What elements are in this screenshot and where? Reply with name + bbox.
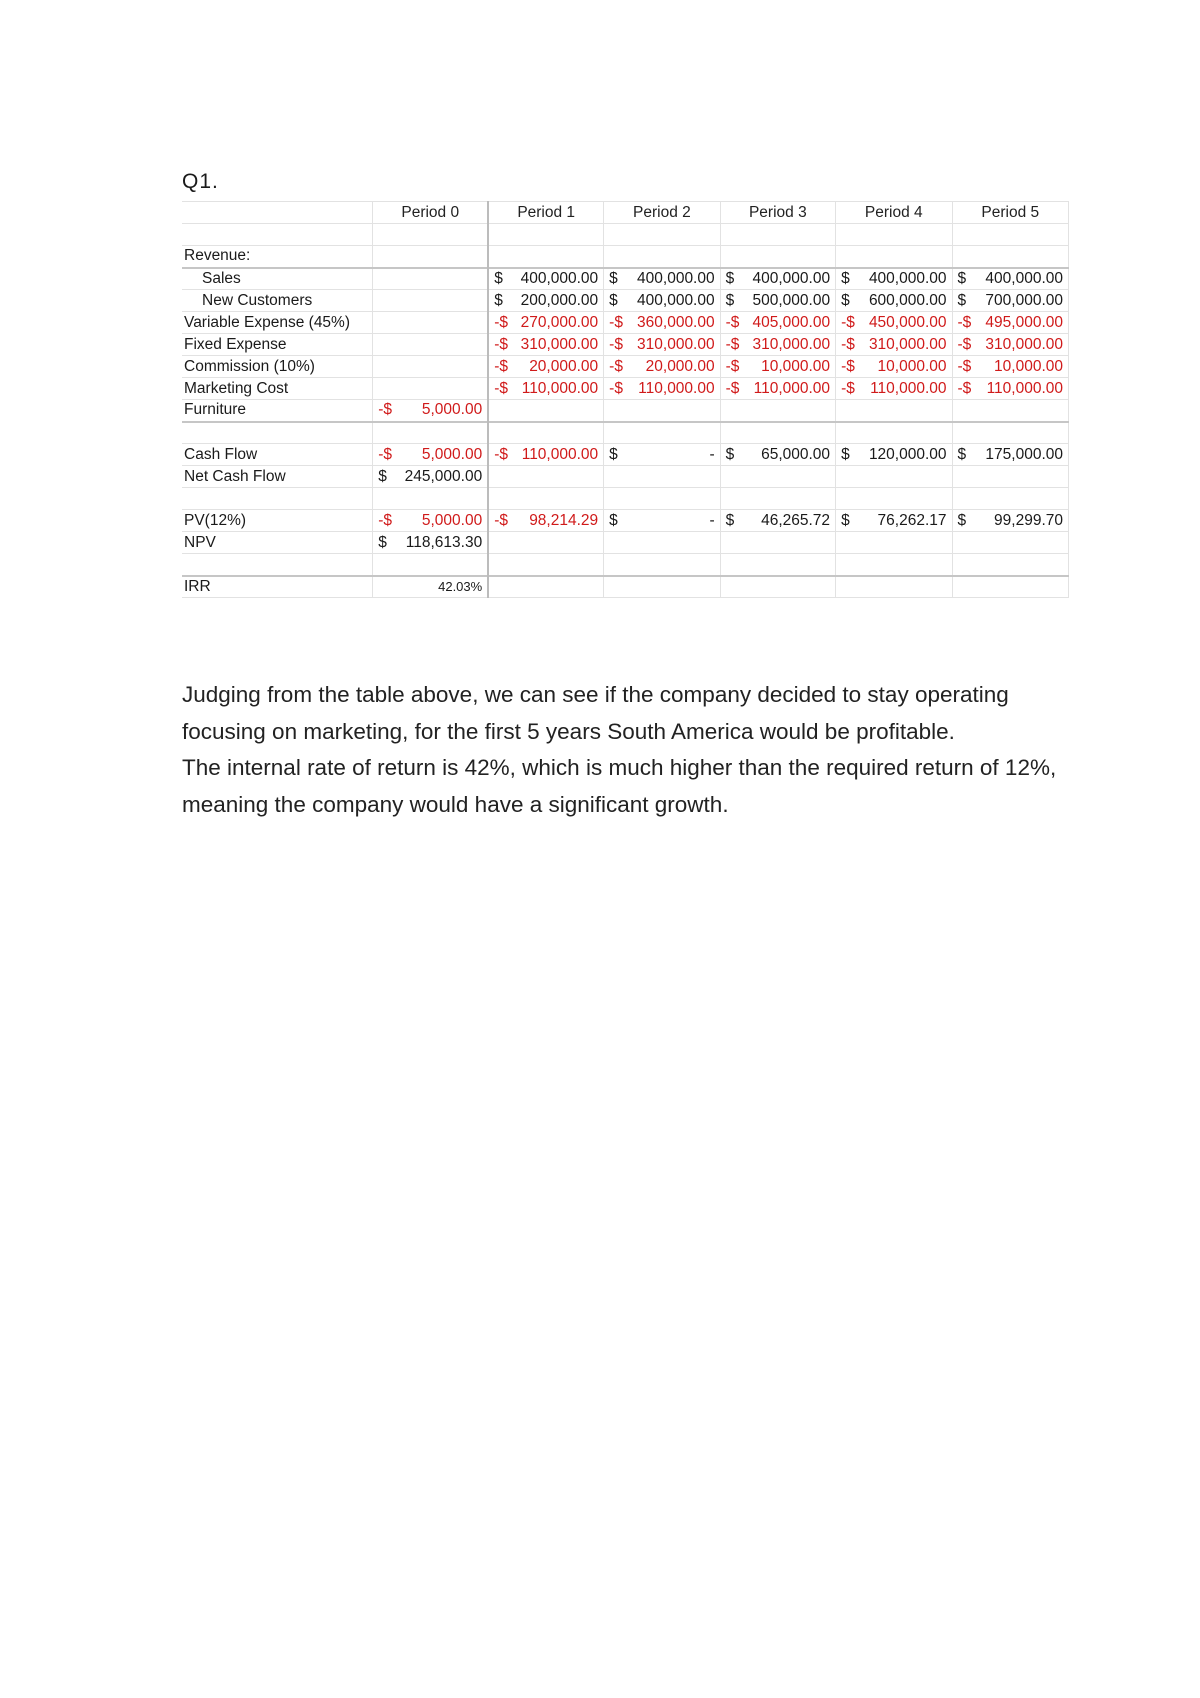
sales-p5: $ 400,000.00 bbox=[952, 268, 1068, 290]
cash-flow-p0: -$ 5,000.00 bbox=[373, 444, 488, 466]
period-4-header: Period 4 bbox=[836, 202, 952, 224]
pv-p1: -$ 98,214.29 bbox=[488, 510, 603, 532]
new-customers-p4: $ 600,000.00 bbox=[836, 290, 952, 312]
fixed-expense-row bbox=[182, 334, 1069, 356]
variable-expense-p3: -$ 405,000.00 bbox=[720, 312, 835, 334]
paragraph-1: Judging from the table above, we can see if the company decided to stay operating focusing on marketing, for the first 5 years South America would be profitable. bbox=[182, 682, 1009, 744]
row-label: NPV bbox=[182, 532, 373, 554]
row-label: PV(12%) bbox=[182, 510, 373, 532]
row-label: Fixed Expense bbox=[182, 334, 373, 356]
row-label: Furniture bbox=[182, 400, 373, 422]
period-0-header: Period 0 bbox=[373, 202, 488, 224]
marketing-cost-p3: -$ 110,000.00 bbox=[720, 378, 835, 400]
pv-p2: $ - bbox=[604, 510, 720, 532]
variable-expense-p1: -$ 270,000.00 bbox=[488, 312, 603, 334]
cash-flow-p2: $ - bbox=[604, 444, 720, 466]
furniture-row bbox=[182, 400, 1069, 422]
npv-row bbox=[182, 532, 1069, 554]
npv-p0: $ 118,613.30 bbox=[373, 532, 488, 554]
cash-flow-row bbox=[182, 444, 1069, 466]
sales-p3: $ 400,000.00 bbox=[720, 268, 835, 290]
spacer-row bbox=[182, 554, 1069, 576]
commission-p2: -$ 20,000.00 bbox=[604, 356, 720, 378]
marketing-cost-p5: -$ 110,000.00 bbox=[952, 378, 1068, 400]
sales-p4: $ 400,000.00 bbox=[836, 268, 952, 290]
commission-p4: -$ 10,000.00 bbox=[836, 356, 952, 378]
new-customers-p2: $ 400,000.00 bbox=[604, 290, 720, 312]
pv-p5: $ 99,299.70 bbox=[952, 510, 1068, 532]
commission-p5: -$ 10,000.00 bbox=[952, 356, 1068, 378]
commission-p3: -$ 10,000.00 bbox=[720, 356, 835, 378]
marketing-cost-p2: -$ 110,000.00 bbox=[604, 378, 720, 400]
cash-flow-p1: -$ 110,000.00 bbox=[488, 444, 603, 466]
fixed-expense-p4: -$ 310,000.00 bbox=[836, 334, 952, 356]
pv-p0: -$ 5,000.00 bbox=[373, 510, 488, 532]
row-label: Net Cash Flow bbox=[182, 466, 373, 488]
marketing-cost-p4: -$ 110,000.00 bbox=[836, 378, 952, 400]
pv-p4: $ 76,262.17 bbox=[836, 510, 952, 532]
furniture-p0: -$ 5,000.00 bbox=[373, 400, 488, 422]
spacer-row bbox=[182, 488, 1069, 510]
fixed-expense-p5: -$ 310,000.00 bbox=[952, 334, 1068, 356]
sales-p2: $ 400,000.00 bbox=[604, 268, 720, 290]
variable-expense-p5: -$ 495,000.00 bbox=[952, 312, 1068, 334]
row-label: Marketing Cost bbox=[182, 378, 373, 400]
fixed-expense-p3: -$ 310,000.00 bbox=[720, 334, 835, 356]
spacer-row bbox=[182, 422, 1069, 444]
header-row bbox=[182, 202, 1069, 224]
revenue-row bbox=[182, 246, 1069, 268]
header-blank bbox=[182, 202, 373, 224]
commission-row bbox=[182, 356, 1069, 378]
period-1-header: Period 1 bbox=[488, 202, 603, 224]
cash-flow-table bbox=[182, 201, 1069, 598]
spacer-row bbox=[182, 224, 1069, 246]
marketing-cost-p1: -$ 110,000.00 bbox=[488, 378, 603, 400]
analysis-text bbox=[182, 677, 1062, 823]
cash-flow-p3: $ 65,000.00 bbox=[720, 444, 835, 466]
period-3-header: Period 3 bbox=[720, 202, 835, 224]
variable-expense-p2: -$ 360,000.00 bbox=[604, 312, 720, 334]
row-label: New Customers bbox=[182, 290, 373, 312]
fixed-expense-p1: -$ 310,000.00 bbox=[488, 334, 603, 356]
net-cash-flow-row bbox=[182, 466, 1069, 488]
period-5-header: Period 5 bbox=[952, 202, 1068, 224]
new-customers-p1: $ 200,000.00 bbox=[488, 290, 603, 312]
row-label: Sales bbox=[182, 268, 373, 290]
net-cash-flow-p0: $ 245,000.00 bbox=[373, 466, 488, 488]
fixed-expense-p2: -$ 310,000.00 bbox=[604, 334, 720, 356]
revenue-label: Revenue: bbox=[182, 246, 373, 268]
question-heading: Q1. bbox=[182, 170, 219, 193]
sales-row bbox=[182, 268, 1069, 290]
paragraph-2: The internal rate of return is 42%, which is much higher than the required return of 12%, meaning the company would have a significant growth. bbox=[182, 755, 1057, 817]
row-label: Commission (10%) bbox=[182, 356, 373, 378]
irr-row bbox=[182, 576, 1069, 598]
new-customers-p5: $ 700,000.00 bbox=[952, 290, 1068, 312]
cash-flow-p5: $ 175,000.00 bbox=[952, 444, 1068, 466]
pv-p3: $ 46,265.72 bbox=[720, 510, 835, 532]
cash-flow-p4: $ 120,000.00 bbox=[836, 444, 952, 466]
new-customers-p3: $ 500,000.00 bbox=[720, 290, 835, 312]
row-label: Variable Expense (45%) bbox=[182, 312, 373, 334]
row-label: IRR bbox=[182, 576, 373, 598]
pv-row bbox=[182, 510, 1069, 532]
new-customers-row bbox=[182, 290, 1069, 312]
marketing-cost-row bbox=[182, 378, 1069, 400]
sales-p1: $ 400,000.00 bbox=[488, 268, 603, 290]
row-label: Cash Flow bbox=[182, 444, 373, 466]
variable-expense-p4: -$ 450,000.00 bbox=[836, 312, 952, 334]
irr-p0: 42.03% bbox=[373, 576, 488, 598]
period-2-header: Period 2 bbox=[604, 202, 720, 224]
commission-p1: -$ 20,000.00 bbox=[488, 356, 603, 378]
variable-expense-row bbox=[182, 312, 1069, 334]
